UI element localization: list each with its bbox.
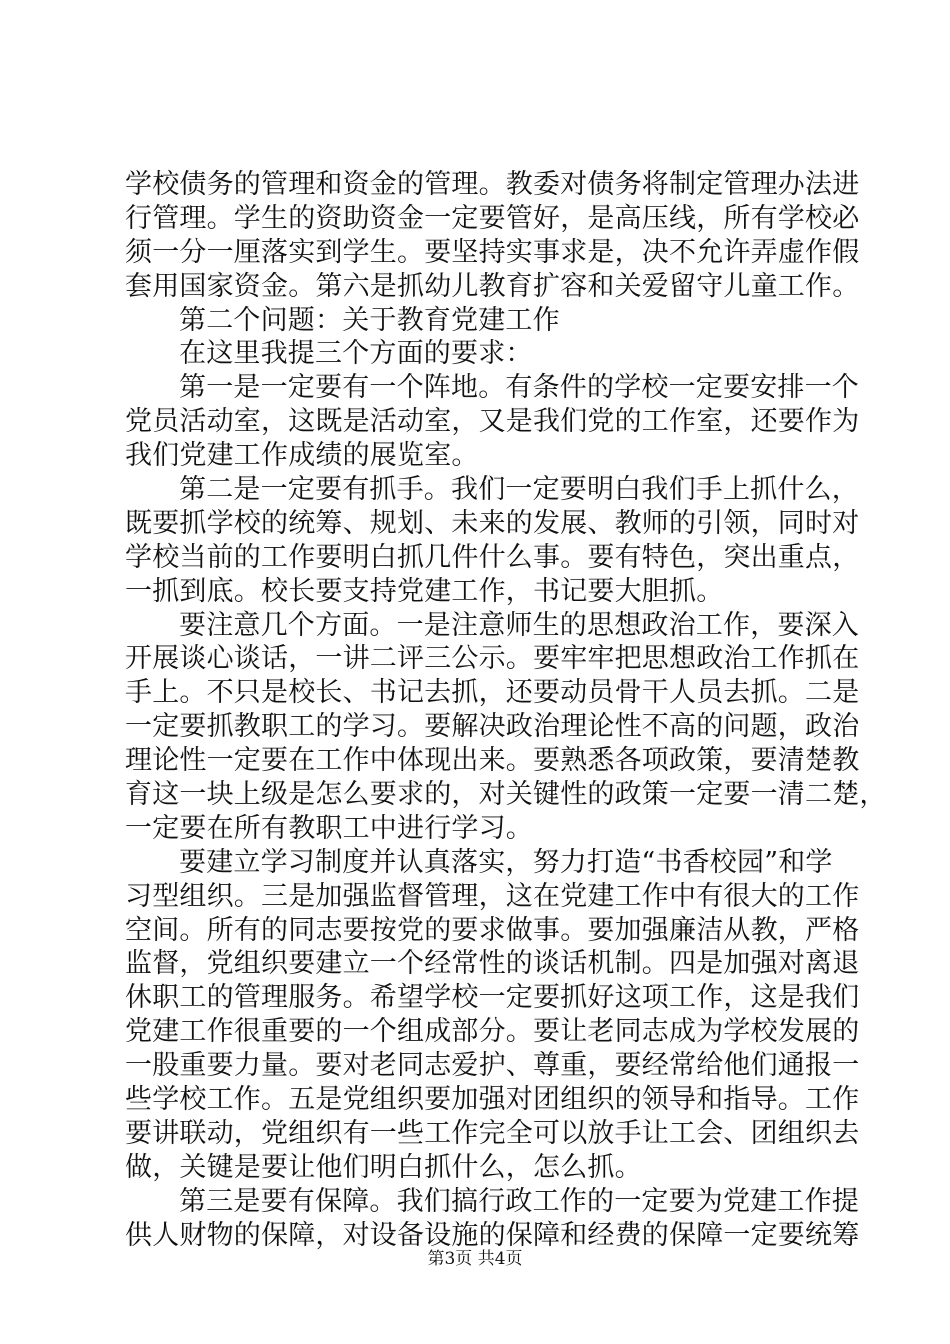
- text-line: 行管理。学生的资助资金一定要管好，是高压线，所有学校必: [125, 202, 860, 234]
- document-body: [125, 168, 887, 1253]
- text-line: 理论性一定要在工作中体现出来。要熟悉各项政策，要清楚教: [125, 745, 860, 777]
- text-line: 党员活动室，这既是活动室，又是我们党的工作室，还要作为: [125, 406, 860, 438]
- text-line: 第三是要有保障。我们搞行政工作的一定要为党建工作提: [179, 1185, 859, 1217]
- text-line: 做，关键是要让他们明白抓什么，怎么抓。: [125, 1151, 642, 1183]
- text-line: 第二个问题：关于教育党建工作: [179, 304, 560, 336]
- text-line: 既要抓学校的统筹、规划、未来的发展、教师的引领，同时对: [125, 507, 860, 539]
- text-line: 休职工的管理服务。希望学校一定要抓好这项工作，这是我们: [125, 982, 860, 1014]
- text-line: 些学校工作。五是党组织要加强对团组织的领导和指导。工作: [125, 1084, 860, 1116]
- text-line: 套用国家资金。第六是抓幼儿教育扩容和关爱留守儿童工作。: [125, 270, 860, 302]
- text-line: 我们党建工作成绩的展览室。: [125, 440, 479, 472]
- text-line: 学校当前的工作要明白抓几件什么事。要有特色，突出重点，: [125, 541, 860, 573]
- page-number-label: 第3页 共4页: [427, 1249, 523, 1269]
- text-line: 供人财物的保障，对设备设施的保障和经费的保障一定要统筹: [125, 1219, 860, 1251]
- text-line: 要注意几个方面。一是注意师生的思想政治工作，要深入: [179, 609, 859, 641]
- text-line: 要建立学习制度并认真落实，努力打造“书香校园”和学: [179, 846, 833, 878]
- text-line: 在这里我提三个方面的要求：: [179, 338, 533, 370]
- text-line: 要讲联动，党组织有一些工作完全可以放手让工会、团组织去: [125, 1117, 860, 1149]
- text-line: 空间。所有的同志要按党的要求做事。要加强廉洁从教，严格: [125, 914, 860, 946]
- page-footer: [0, 1244, 950, 1269]
- text-line: 习型组织。三是加强监督管理，这在党建工作中有很大的工作: [125, 880, 860, 912]
- text-line: 第一是一定要有一个阵地。有条件的学校一定要安排一个: [179, 372, 859, 404]
- text-line: 育这一块上级是怎么要求的，对关键性的政策一定要一清二楚，: [125, 779, 887, 811]
- text-line: 一定要抓教职工的学习。要解决政治理论性不高的问题，政治: [125, 711, 860, 743]
- text-line: 学校债务的管理和资金的管理。教委对债务将制定管理办法进: [125, 169, 860, 200]
- text-line: 一抓到底。校长要支持党建工作，书记要大胆抓。: [125, 575, 724, 607]
- text-line: 手上。不只是校长、书记去抓，还要动员骨干人员去抓。二是: [125, 677, 860, 709]
- text-line: 一股重要力量。要对老同志爱护、尊重，要经常给他们通报一: [125, 1050, 860, 1082]
- text-line: 党建工作很重要的一个组成部分。要让老同志成为学校发展的: [125, 1016, 860, 1048]
- text-line: 须一分一厘落实到学生。要坚持实事求是，决不允许弄虚作假: [125, 236, 860, 268]
- text-line: 一定要在所有教职工中进行学习。: [125, 812, 533, 844]
- text-line: 第二是一定要有抓手。我们一定要明白我们手上抓什么，: [179, 474, 859, 506]
- text-line: 开展谈心谈话，一讲二评三公示。要牢牢把思想政治工作抓在: [125, 643, 860, 675]
- text-line: 监督，党组织要建立一个经常性的谈话机制。四是加强对离退: [125, 948, 860, 980]
